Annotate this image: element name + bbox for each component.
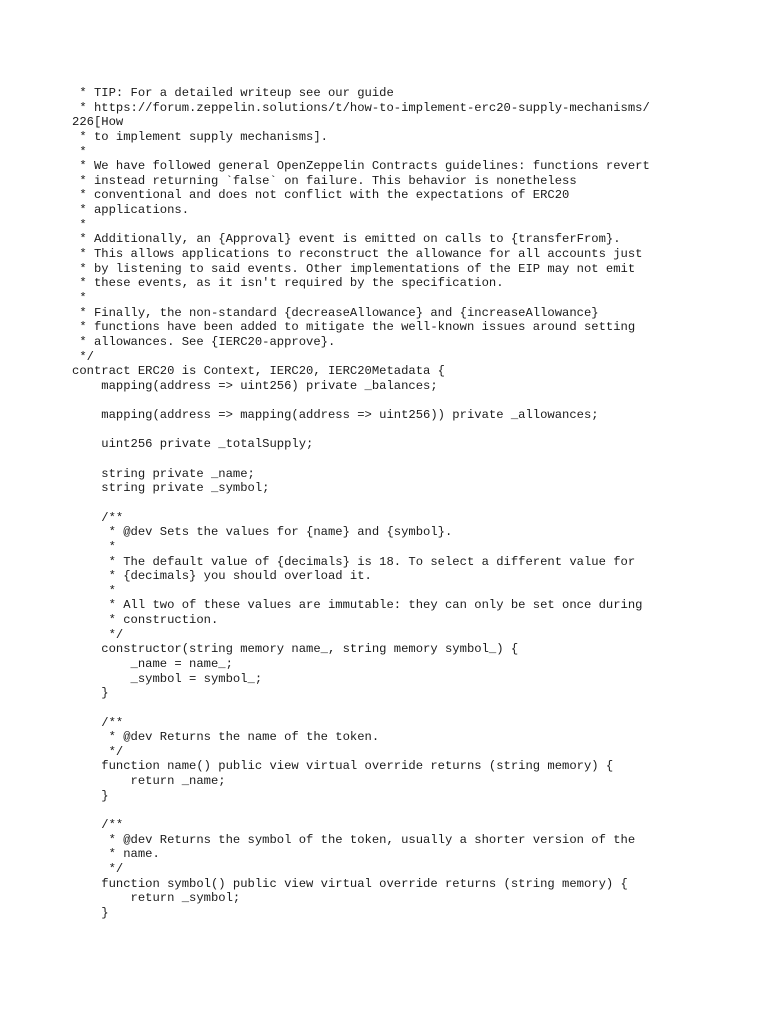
code-line: * [72, 583, 116, 598]
code-line: */ [72, 861, 124, 876]
code-line: 226[How [72, 115, 124, 130]
code-line: /** [72, 715, 124, 730]
code-line: mapping(address => uint256) private _balances; [72, 378, 438, 393]
code-line: * by listening to said events. Other implementations of the EIP may not emit [72, 261, 636, 276]
code-line: * [72, 290, 87, 305]
code-line: _symbol = symbol_; [72, 671, 263, 686]
code-line: * [72, 217, 87, 232]
code-line: * instead returning `false` on failure. This behavior is nonetheless [72, 173, 577, 188]
code-line: string private _symbol; [72, 481, 270, 496]
code-line: * TIP: For a detailed writeup see our guide [72, 86, 394, 100]
code-line: string private _name; [72, 466, 255, 481]
code-line: */ [72, 627, 124, 642]
code-line: * Finally, the non-standard {decreaseAllowance} and {increaseAllowance} [72, 305, 599, 320]
code-line [72, 701, 762, 716]
code-line: function symbol() public view virtual override returns (string memory) { [72, 876, 628, 891]
code-line: * Additionally, an {Approval} event is emitted on calls to {transferFrom}. [72, 232, 621, 247]
code-line: _name = name_; [72, 656, 233, 671]
code-line: } [72, 905, 109, 920]
code-line: * name. [72, 847, 160, 862]
code-line: * This allows applications to reconstruct the allowance for all accounts just [72, 247, 643, 262]
code-line: */ [72, 349, 94, 364]
code-line [72, 803, 762, 818]
code-line: * to implement supply mechanisms]. [72, 129, 328, 144]
code-line: * All two of these values are immutable: they can only be set once during [72, 598, 643, 613]
code-line: * [72, 144, 87, 159]
code-line: * We have followed general OpenZeppelin Contracts guidelines: functions revert [72, 159, 650, 174]
code-line: * [72, 539, 116, 554]
code-line: } [72, 686, 109, 701]
code-document [72, 86, 762, 921]
code-line: * functions have been added to mitigate the well-known issues around setting [72, 320, 636, 335]
code-line: * construction. [72, 613, 219, 628]
code-line: constructor(string memory name_, string memory symbol_) { [72, 642, 519, 657]
code-line: * {decimals} you should overload it. [72, 569, 372, 584]
code-line: /** [72, 510, 124, 525]
code-line: * these events, as it isn't required by the specification. [72, 276, 504, 291]
code-line: contract ERC20 is Context, IERC20, IERC20Metadata { [72, 364, 445, 379]
code-line: * @dev Sets the values for {name} and {symbol}. [72, 525, 453, 540]
code-line: } [72, 788, 109, 803]
code-line [72, 393, 762, 408]
code-line: * conventional and does not conflict with the expectations of ERC20 [72, 188, 570, 203]
code-line: * https://forum.zeppelin.solutions/t/how-to-implement-erc20-supply-mechanisms/ [72, 100, 650, 115]
code-line: * applications. [72, 203, 190, 218]
code-line: * The default value of {decimals} is 18. To select a different value for [72, 554, 636, 569]
code-line [72, 452, 762, 467]
code-line: return _name; [72, 774, 226, 789]
code-line [72, 496, 762, 511]
code-line: /** [72, 818, 124, 833]
code-line: * @dev Returns the symbol of the token, usually a shorter version of the [72, 832, 636, 847]
code-line: * allowances. See {IERC20-approve}. [72, 334, 336, 349]
code-line: mapping(address => mapping(address => uint256)) private _allowances; [72, 408, 599, 423]
code-line: uint256 private _totalSupply; [72, 437, 314, 452]
code-line: function name() public view virtual override returns (string memory) { [72, 759, 614, 774]
code-line [72, 423, 762, 438]
code-line: */ [72, 744, 124, 759]
code-line: return _symbol; [72, 891, 241, 906]
code-line: * @dev Returns the name of the token. [72, 730, 380, 745]
